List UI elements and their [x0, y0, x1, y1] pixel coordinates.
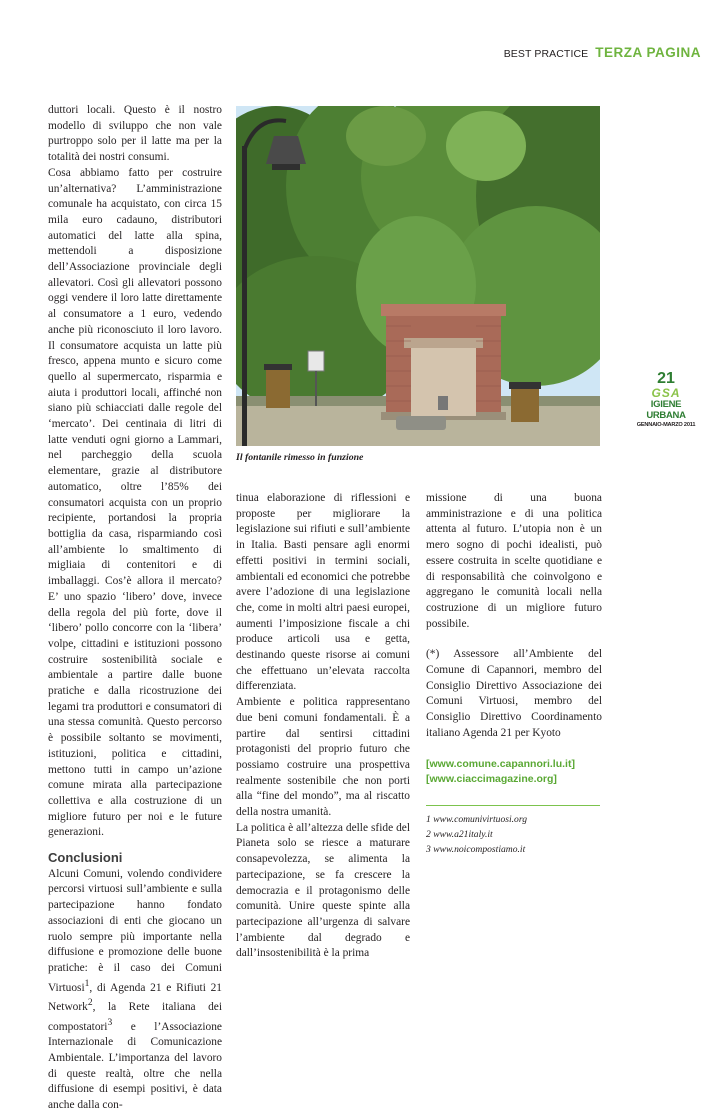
footnote-ref[interactable]: 3 [107, 1017, 113, 1028]
page-number: 21 [657, 370, 675, 387]
paragraph: Alcuni Comuni, volendo condividere percorsi virtuosi sull’ambiente e sulla partecipazione hanno fondato associazioni di enti che giocano un ruolo sempre più importante nella diffusione e promozione delle buone pratiche: è il caso dei Comuni Virtuosi$^1$, di Agenda 21 e Rifiuti 21 Network$^2$, la Rete italiana dei compostatori$^3$ e l’Associazione Internazionale di Comunicazione Ambientale. L’importanza del lavoro di queste realtà, oltre che nella diffusione di esempi positivi, è data anche dalla con- [48, 867, 222, 1111]
footnote-ref[interactable]: 2 [87, 998, 93, 1009]
paragraph: missione di una buona amministrazione e di una politica attenta al futuro. L’utopia non è un mero sogno di pochi idealisti, può essere costruita in scelte quotidiane e di responsabilità che coinvolgono e aggregano le comunità locali nella costruzione di un migliore futuro possibile. [426, 492, 602, 630]
text-column-3 [426, 491, 602, 788]
magazine-title: IGIENE URBANA [646, 399, 686, 421]
paragraph: duttori locali. Questo è il nostro modello di sviluppo che non vale purtroppo solo per il latte ma per la totalità dei nostri consumi. [48, 104, 222, 164]
fountain-photo [236, 106, 600, 446]
photo-caption: Il fontanile rimesso in funzione [236, 452, 364, 463]
page-header [504, 44, 701, 62]
footnote-divider [426, 805, 600, 806]
issue-date: GENNAIO-MARZO 2011 [636, 422, 696, 428]
footnote[interactable]: 3 www.noicompostiamo.it [426, 844, 526, 855]
section-label: BEST PRACTICE [503, 48, 589, 60]
text-column-1 [48, 103, 222, 1114]
gsa-logo: GSA [651, 386, 681, 400]
magazine-marker [634, 370, 698, 429]
website-link[interactable]: [www.comune.capannori.lu.it] [426, 757, 575, 770]
footnote-ref[interactable]: 1 [84, 978, 90, 989]
page-label: TERZA PAGINA [595, 45, 701, 60]
paragraph: Cosa abbiamo fatto per costruire un’alternativa? L’amministrazione comunale ha acquistato, con circa 15 mila euro cadauno, distributori automatici del latte alla spina, mettendoli a disposizione dell’Associazione provinciale degli allevatori. Così gli allevatori possono oggi vendere il loro latte direttamente al consumatore a 1 euro, vedendo anche più riconosciuto il loro lavoro. Il consumatore acquista un latte più fresco, appena munto e sicuro come quello al supermercato, risparmia e aiuta i produttori locali, affinché non siano più schiacciati dalle regole del ‘mercato’. Dei centinaia di litri di latte venduti ogni giorno a Lammari, nel parcheggio della scuola elementare, grazie al distributore automatico, oltre l’85% dei consumatori acquista con un proprio recipiente, portandosi la propria bottiglia da casa, risparmiando così all’ambiente lo smaltimento di migliaia di contenitori e di imballaggi. Cos’è allora il mercato? E’ uno spazio ‘libero’ dove, invece della regola del più forte, dove il ‘libero’ pollo concorre con la ‘libera’ volpe, cittadini e istituzioni possono costruire sostenibilità sociale e ambientale a partire dalle buone pratiche e dalla ricostruzione dei legami tra produttori e consumatori di una stessa comunità. Questo percorso è possibile soltanto se movimenti, istituzioni, politica e cittadini, mettono tutti in campo un’azione comune mirata alla partecipazione collettiva e alla costruzione di un migliore futuro per noi e le future generazioni. [48, 166, 222, 839]
author-note: (*) Assessore all’Ambiente del Comune di Capannori, membro del Consiglio Direttivo Associazione dei Comuni Virtuosi, membro del Consiglio Direttivo Coordinamento italiano Agenda 21 per Kyoto [426, 648, 602, 739]
footnote[interactable]: 2 www.a21italy.it [426, 829, 493, 840]
website-link[interactable]: [www.ciaccimagazine.org] [426, 773, 557, 786]
paragraph: La politica è all’altezza delle sfide del Pianeta solo se riesce a maturare consapevolezza, se alimenta la partecipazione, se fa crescere la democrazia e il protagonismo delle comunità. Unire queste spinte alla partecipazione all’urgenza di salvare l’ambiente dal degrado e dall’insostenibilità è la prima [236, 821, 410, 960]
section-heading: Conclusioni [48, 850, 123, 866]
footnotes [426, 812, 527, 857]
text-column-2 [236, 491, 410, 962]
paragraph: Ambiente e politica rappresentano due beni comuni fondamentali. È a partire dal sentirsi cittadini protagonisti del proprio futuro che possiamo costruire una prospettiva realmente sostenibile che non porti alla “fine del mondo”, ma al riscatto della nostra umanità. [236, 696, 410, 819]
footnote[interactable]: 1 www.comunivirtuosi.org [426, 814, 528, 825]
paragraph: tinua elaborazione di riflessioni e proposte per migliorare la legislazione sui rifiuti e sull’ambiente in Italia. Basti pensare agli enormi effetti positivi in termini sociali, ambientali ed economici che potrebbe avere l’adozione di una legislazione che, come in molti altri paesi europei, aumenti l’imposizione fiscale a chi produce articoli usa e getta, destinando queste risorse ai comuni che effettuano un’elevata raccolta differenziata. [236, 492, 410, 693]
